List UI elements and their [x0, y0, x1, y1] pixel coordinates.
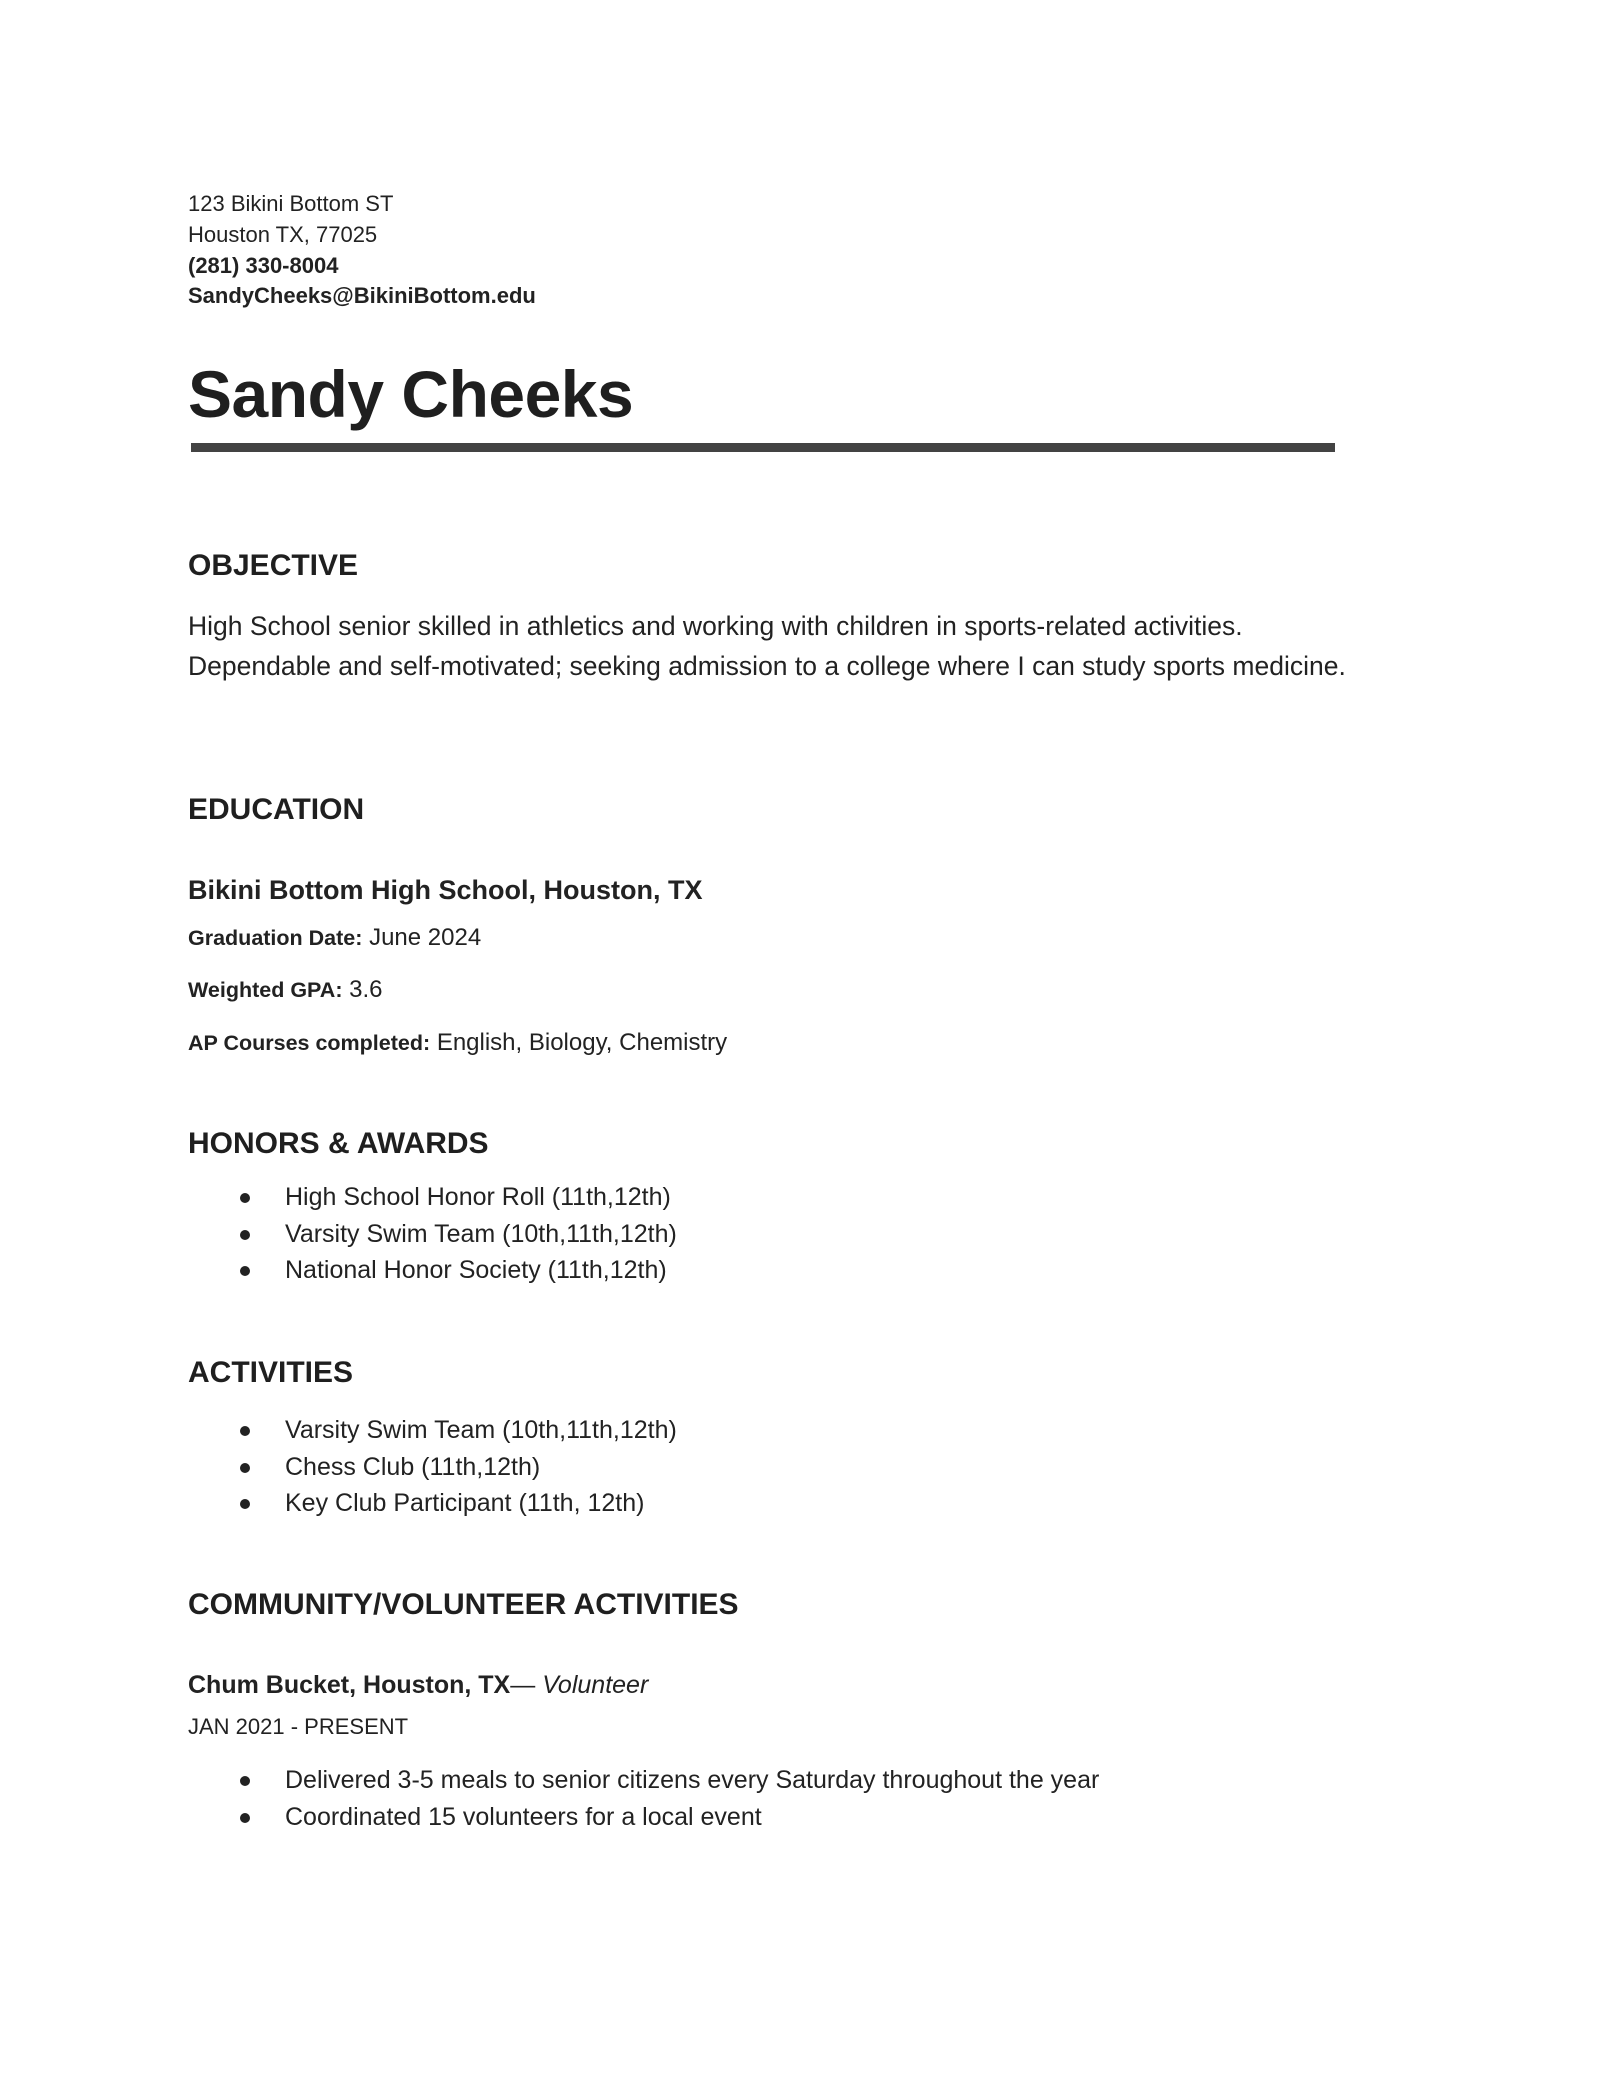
contact-street: 123 Bikini Bottom ST — [188, 191, 394, 216]
contact-phone: (281) 330-8004 — [188, 253, 339, 278]
activities-heading: ACTIVITIES — [188, 1356, 354, 1389]
list-item: Varsity Swim Team (10th,11th,12th) — [188, 1216, 677, 1253]
list-item: Varsity Swim Team (10th,11th,12th) — [188, 1412, 677, 1449]
bullet-icon — [240, 1193, 250, 1203]
honors-heading: HONORS & AWARDS — [188, 1127, 489, 1160]
objective-text: High School senior skilled in athletics and working with children in sports-related activities. Dependable and self-motivated; seeking admission to a college where I can study sports medicine. — [188, 611, 1346, 681]
volunteer-org: Chum Bucket, Houston, TX — [188, 1671, 511, 1699]
list-item: National Honor Society (11th,12th) — [188, 1252, 677, 1289]
bullet-icon — [240, 1499, 250, 1509]
bullet-icon — [240, 1463, 250, 1473]
ap-courses-label: AP Courses completed: — [188, 1031, 431, 1055]
bullet-icon — [240, 1776, 250, 1786]
weighted-gpa-label: Weighted GPA: — [188, 978, 343, 1002]
ap-courses-value: English, Biology, Chemistry — [436, 1029, 728, 1056]
list-item: Delivered 3-5 meals to senior citizens every Saturday throughout the year — [188, 1762, 1099, 1799]
list-item: High School Honor Roll (11th,12th) — [188, 1179, 677, 1216]
school-name: Bikini Bottom High School, Houston, TX — [188, 875, 703, 905]
ap-courses — [188, 1027, 727, 1059]
bullet-icon — [240, 1426, 250, 1436]
bullet-icon — [240, 1230, 250, 1240]
objective-heading: OBJECTIVE — [188, 549, 359, 582]
volunteer-role: Volunteer — [542, 1671, 649, 1699]
community-heading: COMMUNITY/VOLUNTEER ACTIVITIES — [188, 1588, 739, 1621]
role-separator: — — [510, 1671, 543, 1699]
weighted-gpa-value: 3.6 — [349, 976, 383, 1003]
bullet-icon — [240, 1266, 250, 1276]
contact-city: Houston TX, 77025 — [188, 222, 378, 247]
graduation-date — [188, 922, 481, 954]
name-divider — [191, 443, 1335, 452]
activities-list — [188, 1412, 677, 1522]
list-item: Key Club Participant (11th, 12th) — [188, 1485, 677, 1522]
honors-list — [188, 1179, 677, 1289]
weighted-gpa — [188, 974, 383, 1006]
contact-email: SandyCheeks@BikiniBottom.edu — [188, 283, 536, 308]
candidate-name: Sandy Cheeks — [188, 357, 634, 431]
community-list — [188, 1762, 1099, 1835]
bullet-icon — [240, 1813, 250, 1823]
list-item: Coordinated 15 volunteers for a local event — [188, 1799, 1099, 1836]
volunteer-dates: JAN 2021 - PRESENT — [188, 1714, 409, 1739]
graduation-date-value: June 2024 — [369, 924, 482, 951]
volunteer-position — [188, 1669, 648, 1701]
education-heading: EDUCATION — [188, 793, 365, 826]
graduation-date-label: Graduation Date: — [188, 926, 363, 950]
list-item: Chess Club (11th,12th) — [188, 1449, 677, 1486]
